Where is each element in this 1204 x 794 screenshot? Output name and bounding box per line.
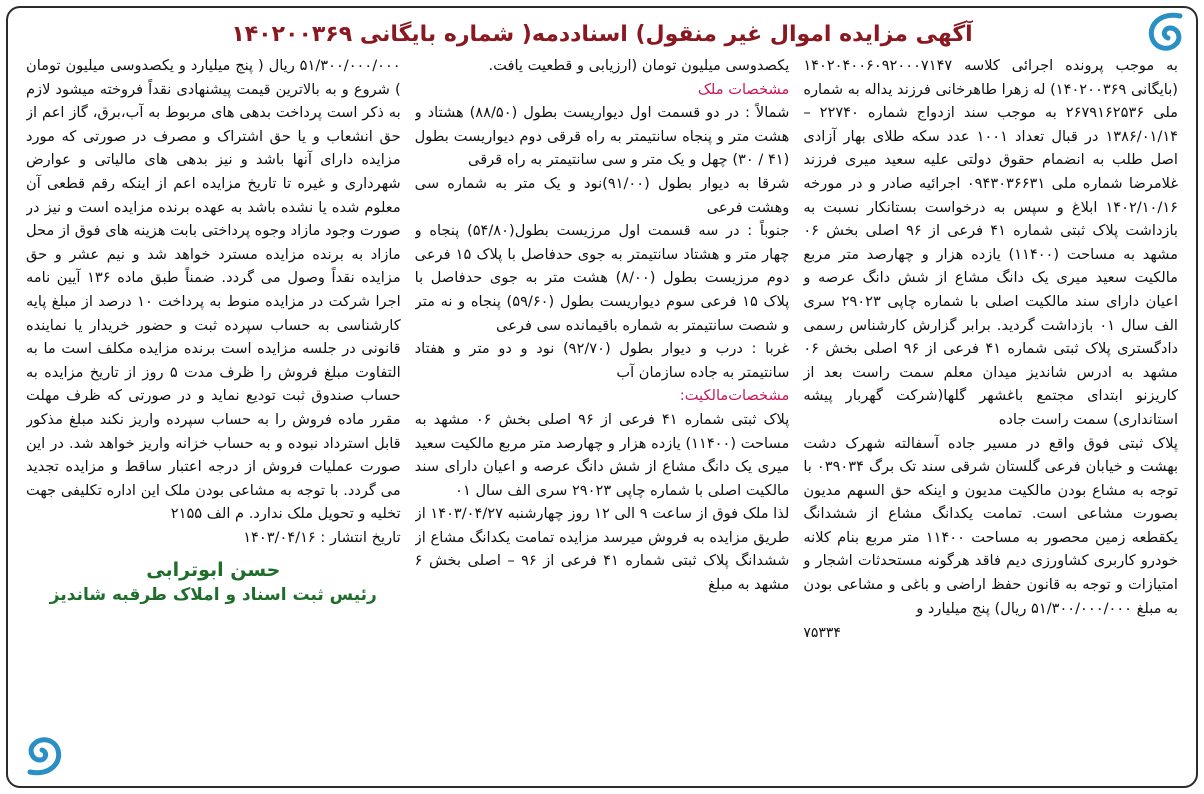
page-title: آگهی مزایده اموال غیر منقول) اسناد‌دمه( شماره بایگانی ۱۴۰۲۰۰۳۶۹ [231,21,973,47]
ownership-specs-heading: مشخصات‌مالکیت: [679,387,790,405]
auction-terms-paragraph: ۵۱/۳۰۰/۰۰۰/۰۰۰ ریال ( پنج میلیارد و یکصدوسی میلیون تومان ) شروع و به بالاترین قیمت پیشنهادی نقداً فروخته میشود لازم به ذکر است پرداخت بدهی های مربوط به آب،برق، گاز اعم از حق انشعاب و یا حق اشتراک و مصرف در صورتی که مورد مزایده دارای آنها باشد و نیز بدهی های مالیاتی و عوارض شهرداری و غیره تا تاریخ مزایده اعم از اینکه رقم قطعی آن معلوم شده یا نشده باشد به عهده برنده مزایده است و نیز در صورت وجود مازاد وجوه پرداختی بابت هزینه های فوق از محل مازاد به برنده مزایده مسترد خواهد شد و نیم عشر و حق مزایده نقداً وصول می گردد. ضمناً طبق ماده ۱۳۶ آیین نامه اجرا شرکت در مزایده منوط به پرداخت ۱۰ درصد از مبلغ پایه کارشناسی به حساب سپرده ثبت و حضور خریدار یا نماینده قانونی در جلسه مزایده است برنده مزایده مکلف است ما به التفاوت مبلغ فروش را ظرف مدت ۵ روز از تاریخ مزایده به حساب صندوق ثبت تودیع نماید و در صورتی که ظرف مهلت مقرر ماده فروش را به حساب سپرده واریز نکند مبلغ مذکور قابل استرداد نبوده و به حساب خزانه واریز خواهد شد. در این صورت عملیات فروش از درجه اعتبار ساقط و مزایده تجدید می گردد. با توجه به مشاعی بودن ملک این اداره تکلیفی جهت تخلیه و تحویل ملک ندارد. م الف ۲۱۵۵ [25,57,401,523]
north-boundary: شمالاً : در دو قسمت اول دیواریست بطول (۸۸/۵۰) هشتاد و هشت متر و پنجاه سانتیمتر به راه قرقی دوم دیواریست بطول (۴۱ / ۳۰) چهل و یک متر و سی سانتیمتر به راه قرقی [414,104,790,169]
east-boundary: شرقا به دیوار بطول (۹۱/۰۰)نود و یک متر به شماره سی وهشت فرعی [414,174,790,216]
column-left [26,54,401,776]
signature-block [26,557,401,607]
ownership-paragraph: پلاک ثبتی شماره ۴۱ فرعی از ۹۶ اصلی بخش ۰۶ مشهد به مساحت (۱۱۴۰۰) یازده هزار و چهارصد متر مربع مالکیت سعید میری یک دانگ مشاع از شش دانگ عرصه و اعیان دارای سند مالکیت اصلی با شماره چاپی ۲۹۰۲۳ سری الف سال ۰۱ [414,410,790,499]
west-boundary: غربا : درب و دیوار بطول (۹۲/۷۰) نود و دو متر و هفتاد سانتیمتر به جاده سازمان آب [414,340,790,381]
signatory-role: رئیس ثبت اسناد و املاک طرقبه شاندیز [49,585,377,606]
text-columns [26,54,1178,776]
valuation-line: یکصدوسی میلیون تومان (ارزیابی و قطعیت یافت. [488,57,790,74]
signatory-name: حسن ابوترابی [146,559,281,582]
reference-number: ۷۵۳۳۴ [803,625,841,642]
notice-frame [6,6,1198,788]
column-right [803,54,1178,776]
publication-date: تاریخ انتشار : ۱۴۰۳/۰۴/۱۶ [243,528,401,546]
decorative-swirl-icon [1142,10,1188,56]
decorative-swirl-icon [22,732,68,778]
case-details-paragraph: به موجب پرونده اجرائی کلاسه ۱۴۰۲۰۴۰۰۶۰۹۲۰۰۰۷۱۴۷ (بایگانی ۱۴۰۲۰۰۳۶۹) له زهرا طاهرخانی فرزند یداله به شماره ملی ۲۶۷۹۱۶۲۵۳۶ به موجب سند ازدواج شماره ۲۲۷۴۰ – ۱۳۸۶/۰۱/۱۴ در قبال تعداد ۱۰۰۱ عدد سکه طلای بهار آزادی اصل طلب به انضمام حقوق دولتی علیه سعید میری فرزند غلامرضا شماره ملی ۰۹۴۳۰۳۶۶۳۱ اجرائیه صادر و در مورخه ۱۴۰۲/۱۰/۱۶ ابلاغ و سپس به درخواست بستانکار نسبت به بازداشت پلاک ثبتی شماره ۴۱ فرعی از ۹۶ اصلی بخش ۰۶ مشهد به مساحت (۱۱۴۰۰) یازده هزار و چهارصد متر مربع مالکیت سعید میری یک دانگ مشاع از شش دانگ عرصه و اعیان دارای سند مالکیت اصلی با شماره چاپی ۲۹۰۲۳ سری الف سال ۰۱ بازداشت گردید. برابر گزارش کارشناس رسمی دادگستری پلاک ثبتی شماره ۴۱ فرعی از ۹۶ اصلی بخش ۰۶ مشهد به ادرس شاندیز میدان معلم سمت راست بعد از کاریزنو ابتدای مجتمع باغشهر گلها(شرکت گهربار پیشه استانداری) سمت راست جاده [803,57,1178,428]
title-bar [68,16,1136,52]
auction-paragraph: لذا ملک فوق از ساعت ۹ الی ۱۲ روز چهارشنبه ۱۴۰۳/۰۴/۲۷ از طریق مزایده به فروش میرسد مزایده تمامت یکدانگ مشاع از ششدانگ پلاک ثبتی شماره ۴۱ فرعی از ۹۶ – اصلی بخش ۶ مشهد به مبلغ [414,505,790,594]
property-location-paragraph: پلاک ثبتی فوق واقع در مسیر جاده آسفالته شهرک دشت بهشت و خیابان فرعی گلستان شرقی سند تک برگ ۰۳۹۰۳۴ با توجه به مشاع بودن مالکیت مدیون و اینکه حق السهم مدیون بصورت مشاعی است. تمامت یکدانگ مشاع از ششدانگ یکقطعه زمین محصور به مساحت ۱۱۴۰۰ متر مربع بنام کلانه خودرو کاربری کشاورزی دیم فاقد هرگونه مستحدثات اشجار و امتیازات و توجه به قانون حفظ اراضی و باغی و مشاعی بودن به مبلغ ۵۱/۳۰۰/۰۰۰/۰۰۰ ریال) پنج میلیارد و [803,434,1178,617]
south-boundary: جنوباً : در سه قسمت اول مرزیست بطول(۵۴/۸۰) پنجاه و چهار متر و هشتاد سانتیمتر به جوی حدفاصل با پلاک ۱۵ فرعی دوم مرزیست بطول (۸/۰۰) هشت متر به جوی حدفاصل با پلاک ۱۵ فرعی سوم دیواریست بطول (۵۹/۶۰) پنجاه و نه متر و شصت سانتیمتر به شماره باقیمانده سی فرعی [414,222,790,334]
column-middle [415,54,790,776]
property-specs-heading: مشخصات ملک [697,80,790,98]
